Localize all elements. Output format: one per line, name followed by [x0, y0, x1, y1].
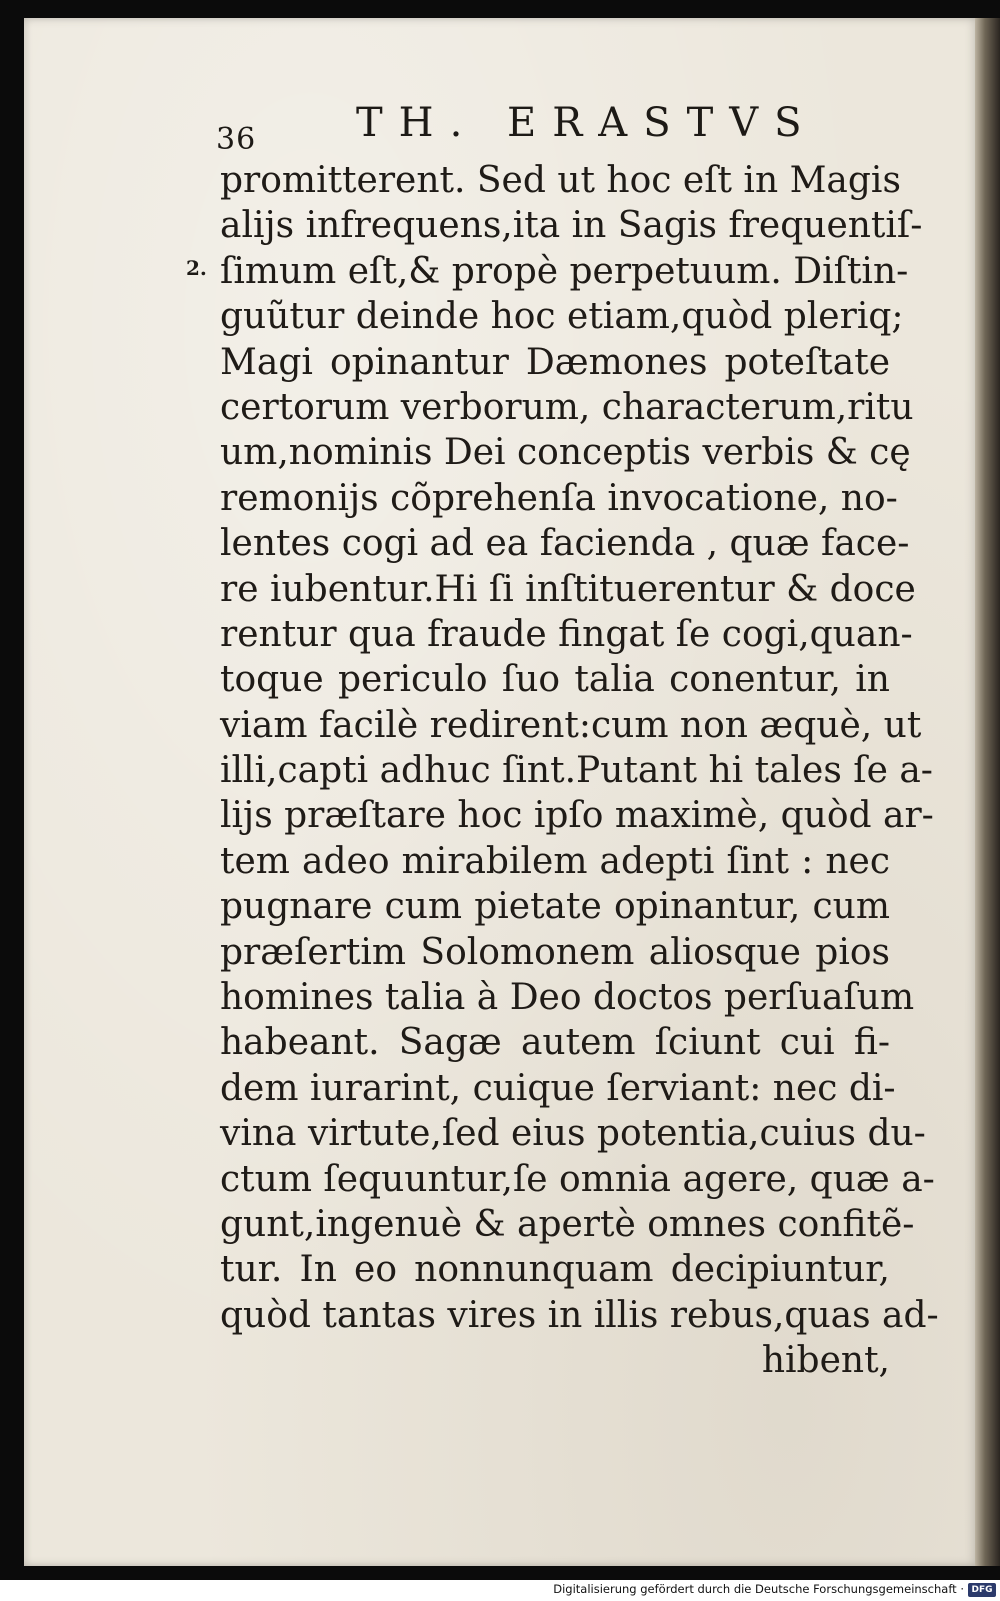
running-head: TH. ERASTVS — [356, 100, 818, 146]
text-line: remonijs cõprehenſa invocatione, no- — [220, 477, 898, 519]
text-line: um,nominis Dei conceptis verbis & cę — [220, 432, 911, 474]
marginal-note: 2. — [186, 256, 207, 280]
funding-credit: Digitalisierung gefördert durch die Deutsche Forschungsgemeinschaft · — [553, 1582, 964, 1596]
text-line: viam facilè redirent:cum non æquè, ut — [220, 704, 922, 746]
text-line: guũtur deinde hoc etiam,quòd pleriq; — [220, 296, 904, 338]
body-text — [220, 158, 939, 1384]
text-line: tur. In eo nonnunquam decipiuntur, — [220, 1249, 890, 1291]
text-line: ſimum eſt,& propè perpetuum. Diſtin- — [220, 250, 909, 292]
text-line: habeant. Sagæ autem ſciunt cui fi- — [220, 1022, 890, 1064]
text-line: vina virtute,ſed eius potentia,cuius du- — [220, 1113, 926, 1155]
text-line: promitterent. Sed ut hoc eſt in Magis — [220, 160, 901, 201]
text-line: alijs infrequens,ita in Sagis frequentiſ- — [220, 205, 923, 247]
text-line: præſertim Solomonem aliosque pios — [220, 931, 890, 973]
page-edge-shadow — [975, 18, 1000, 1566]
text-line: rentur qua fraude fingat ſe cogi,quan- — [220, 613, 913, 655]
text-line: certorum verborum, characterum,ritu — [220, 386, 914, 428]
text-line: lentes cogi ad ea facienda , quæ face- — [220, 523, 910, 565]
dfg-logo-icon: DFG — [968, 1583, 996, 1597]
text-line: pugnare cum pietate opinantur, cum — [220, 886, 890, 928]
footer-bar — [0, 1580, 1000, 1601]
text-line: re iubentur.Hi ſi inſtituerentur & doce — [220, 568, 916, 610]
text-line-catchword: hibent, — [761, 1340, 890, 1382]
page-header — [216, 100, 818, 160]
text-line: ctum ſequuntur,ſe omnia agere, quæ a- — [220, 1158, 935, 1200]
page-number: 36 — [216, 122, 257, 157]
text-line: homines talia à Deo doctos perſuaſum — [220, 977, 915, 1019]
text-line: toque periculo ſuo talia conentur, in — [220, 659, 890, 701]
text-line: dem iurarint, cuique ſerviant: nec di- — [220, 1067, 896, 1109]
text-line: tem adeo mirabilem adepti ſint : nec — [220, 840, 890, 882]
text-line: quòd tantas vires in illis rebus,quas ad- — [220, 1294, 939, 1336]
text-line: Magi opinantur Dæmones poteſtate — [220, 341, 890, 383]
text-line: gunt,ingenuè & apertè omnes confitẽ- — [220, 1203, 915, 1245]
text-line: lijs præſtare hoc ipſo maximè, quòd ar- — [220, 795, 934, 837]
text-line: illi,capti adhuc ſint.Putant hi tales ſe a- — [220, 750, 933, 792]
